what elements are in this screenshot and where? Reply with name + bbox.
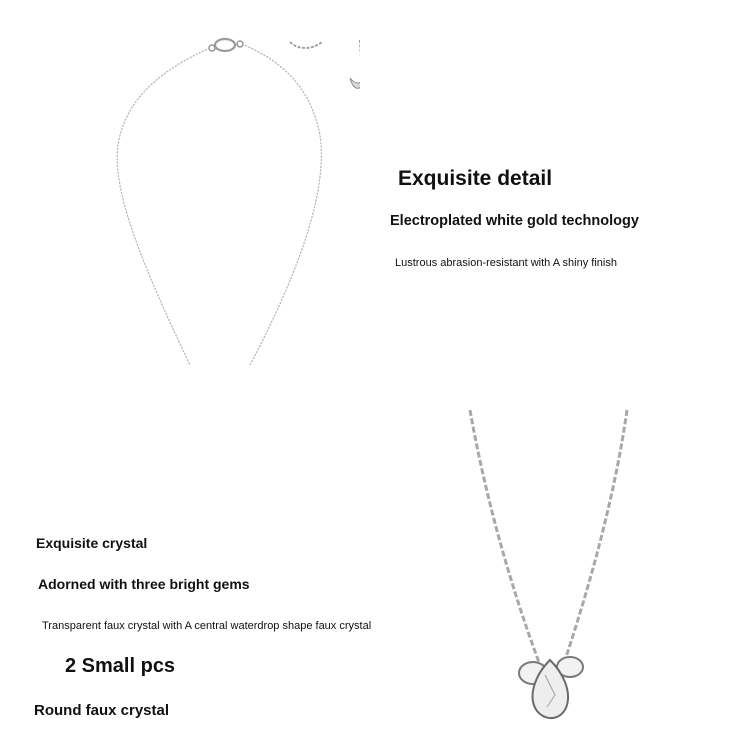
crystal-cluster-icon	[519, 657, 583, 718]
detail-heading: Exquisite detail	[398, 167, 553, 190]
chain-left-strand	[117, 48, 210, 365]
detail-subheading: Electroplated white gold technology	[390, 213, 639, 229]
detail-description: Lustrous abrasion-resistant with A shiny finish	[395, 257, 617, 269]
pendant-chain-right	[565, 410, 627, 660]
extension-chain-loop	[290, 42, 322, 48]
chain-right-strand	[242, 44, 321, 365]
swan-tag-icon	[350, 78, 360, 88]
lobster-clasp-icon	[209, 39, 243, 51]
necklace-chain-image	[100, 30, 360, 370]
pendant-chain-left	[470, 410, 540, 665]
crystal-description: Transparent faux crystal with A central waterdrop shape faux crystal	[42, 620, 372, 632]
crystal-subheading: Adorned with three bright gems	[38, 576, 250, 592]
crystal-count-label: 2 Small pcs	[65, 655, 176, 677]
pendant-necklace-image	[455, 405, 645, 730]
crystal-heading: Exquisite crystal	[36, 535, 148, 551]
crystal-type-label: Round faux crystal	[34, 702, 170, 719]
